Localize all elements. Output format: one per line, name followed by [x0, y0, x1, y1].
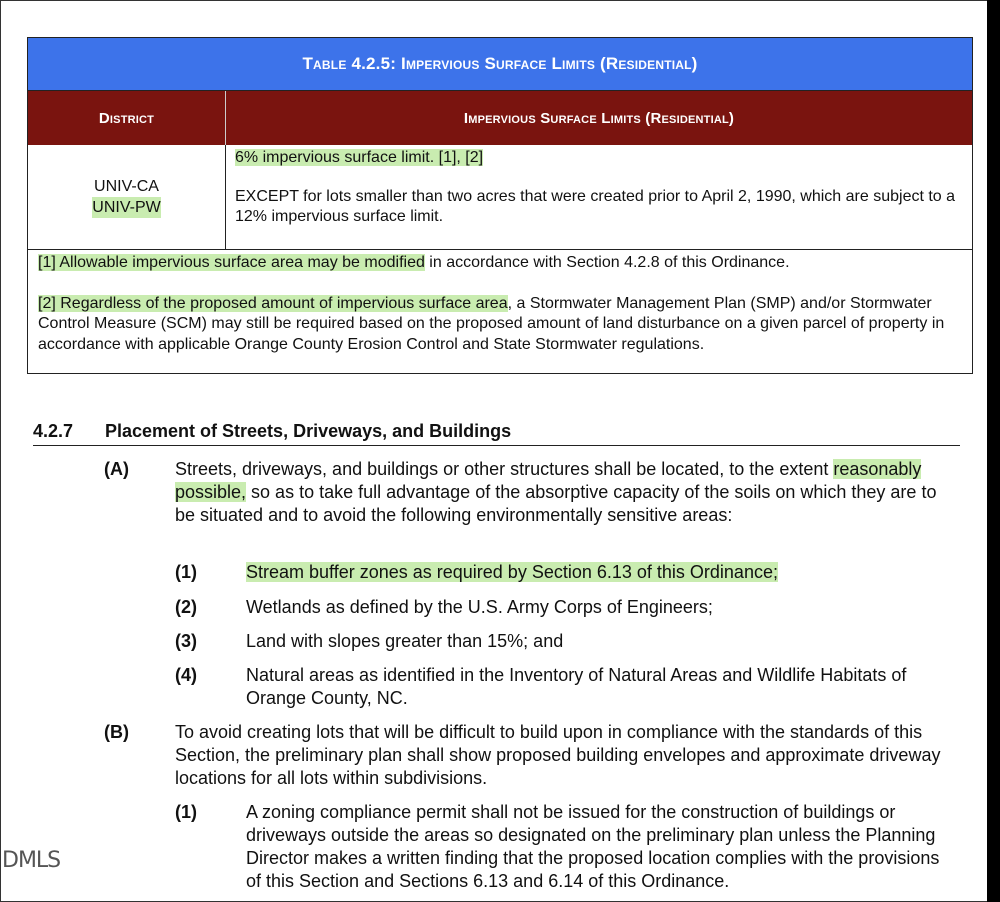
- district-univ-ca: UNIV-CA: [94, 178, 159, 195]
- section-number: 4.2.7: [33, 421, 74, 441]
- note-1: [38, 253, 962, 274]
- note-2-highlight: [2] Regardless of the proposed amount of impervious surface area: [38, 294, 508, 312]
- item-a2-label: (2): [175, 597, 197, 617]
- item-a1-highlight: Stream buffer zones as required by Section 6.13 of this Ordinance;: [246, 562, 778, 582]
- item-a2-text: Wetlands as defined by the U.S. Army Corps of Engineers;: [246, 597, 713, 617]
- note-1-rest: in accordance with Section 4.2.8 of this Ordinance.: [424, 254, 790, 271]
- impervious-surface-table: [27, 37, 973, 374]
- limit-exception: EXCEPT for lots smaller than two acres that were created prior to April 2, 1990, which are subject to a 12% impervious surface limit.: [235, 188, 956, 225]
- limits-cell: [226, 145, 972, 249]
- limit-rule: 6% impervious surface limit. [1], [2]: [235, 149, 484, 166]
- section-title: Placement of Streets, Driveways, and Buildings: [105, 421, 512, 441]
- table-title-bar: [28, 38, 972, 91]
- table-header-row: [28, 91, 972, 145]
- note-2: [38, 294, 962, 356]
- table-title: Table 4.2.5: Impervious Surface Limits (Residential): [302, 54, 698, 73]
- paragraph-a-after: so as to take full advantage of the absorptive capacity of the soils on which they are to be situated and to avoid the following environmentally sensitive areas:: [175, 482, 937, 525]
- table-row: [28, 145, 972, 250]
- paragraph-a-text: [175, 458, 945, 527]
- note-2-rest: , a Stormwater Management Plan (SMP) and/or Stormwater Control Measure (SCM) may still be required based on the proposed amount of land disturbance on a given parcel of property in accordance with applicable Orange County Erosion Control and State Stormwater regulations.: [38, 294, 945, 353]
- item-a4-text: Natural areas as identified in the Inventory of Natural Areas and Wildlife Habitats of Orange County, NC.: [246, 665, 907, 708]
- paragraph-b-label: (B): [104, 722, 129, 742]
- paragraph-a-highlight: reasonably possible,: [175, 459, 922, 502]
- limits-header-label: Impervious Surface Limits (Residential): [463, 109, 735, 127]
- item-a3-label: (3): [175, 631, 197, 651]
- section-heading: [33, 421, 960, 446]
- paragraph-a-label: (A): [104, 459, 129, 479]
- paragraph-b-text: To avoid creating lots that will be difficult to build upon in compliance with the standards of this Section, the preliminary plan shall show proposed building envelopes and approximate driveway locations for all lots within subdivisions.: [175, 722, 941, 788]
- paragraph-a-before: Streets, driveways, and buildings or other structures shall be located, to the extent: [175, 459, 834, 479]
- item-a3-text: Land with slopes greater than 15%; and: [246, 631, 564, 651]
- district-cell: [28, 145, 226, 249]
- item-b1-label: (1): [175, 802, 197, 822]
- column-header-limits: [226, 91, 972, 145]
- item-a4-label: (4): [175, 665, 197, 685]
- watermark-logo: DMLS: [2, 848, 61, 873]
- item-b1-text: A zoning compliance permit shall not be issued for the construction of buildings or driveways outside the areas so designated on the preliminary plan unless the Planning Director makes a written finding that the proposed location complies with the provisions of this Section and Sections 6.13 and 6.14 of this Ordinance.: [246, 802, 940, 891]
- column-header-district: [28, 91, 226, 145]
- note-1-highlight: [1] Allowable impervious surface area may be modified: [38, 254, 425, 271]
- district-header-label: District: [98, 109, 155, 127]
- table-notes: [28, 250, 972, 373]
- item-a1-label: (1): [175, 562, 197, 582]
- page-edge: [987, 0, 1000, 902]
- item-a1-text: [246, 561, 946, 584]
- district-univ-pw: UNIV-PW: [92, 199, 161, 216]
